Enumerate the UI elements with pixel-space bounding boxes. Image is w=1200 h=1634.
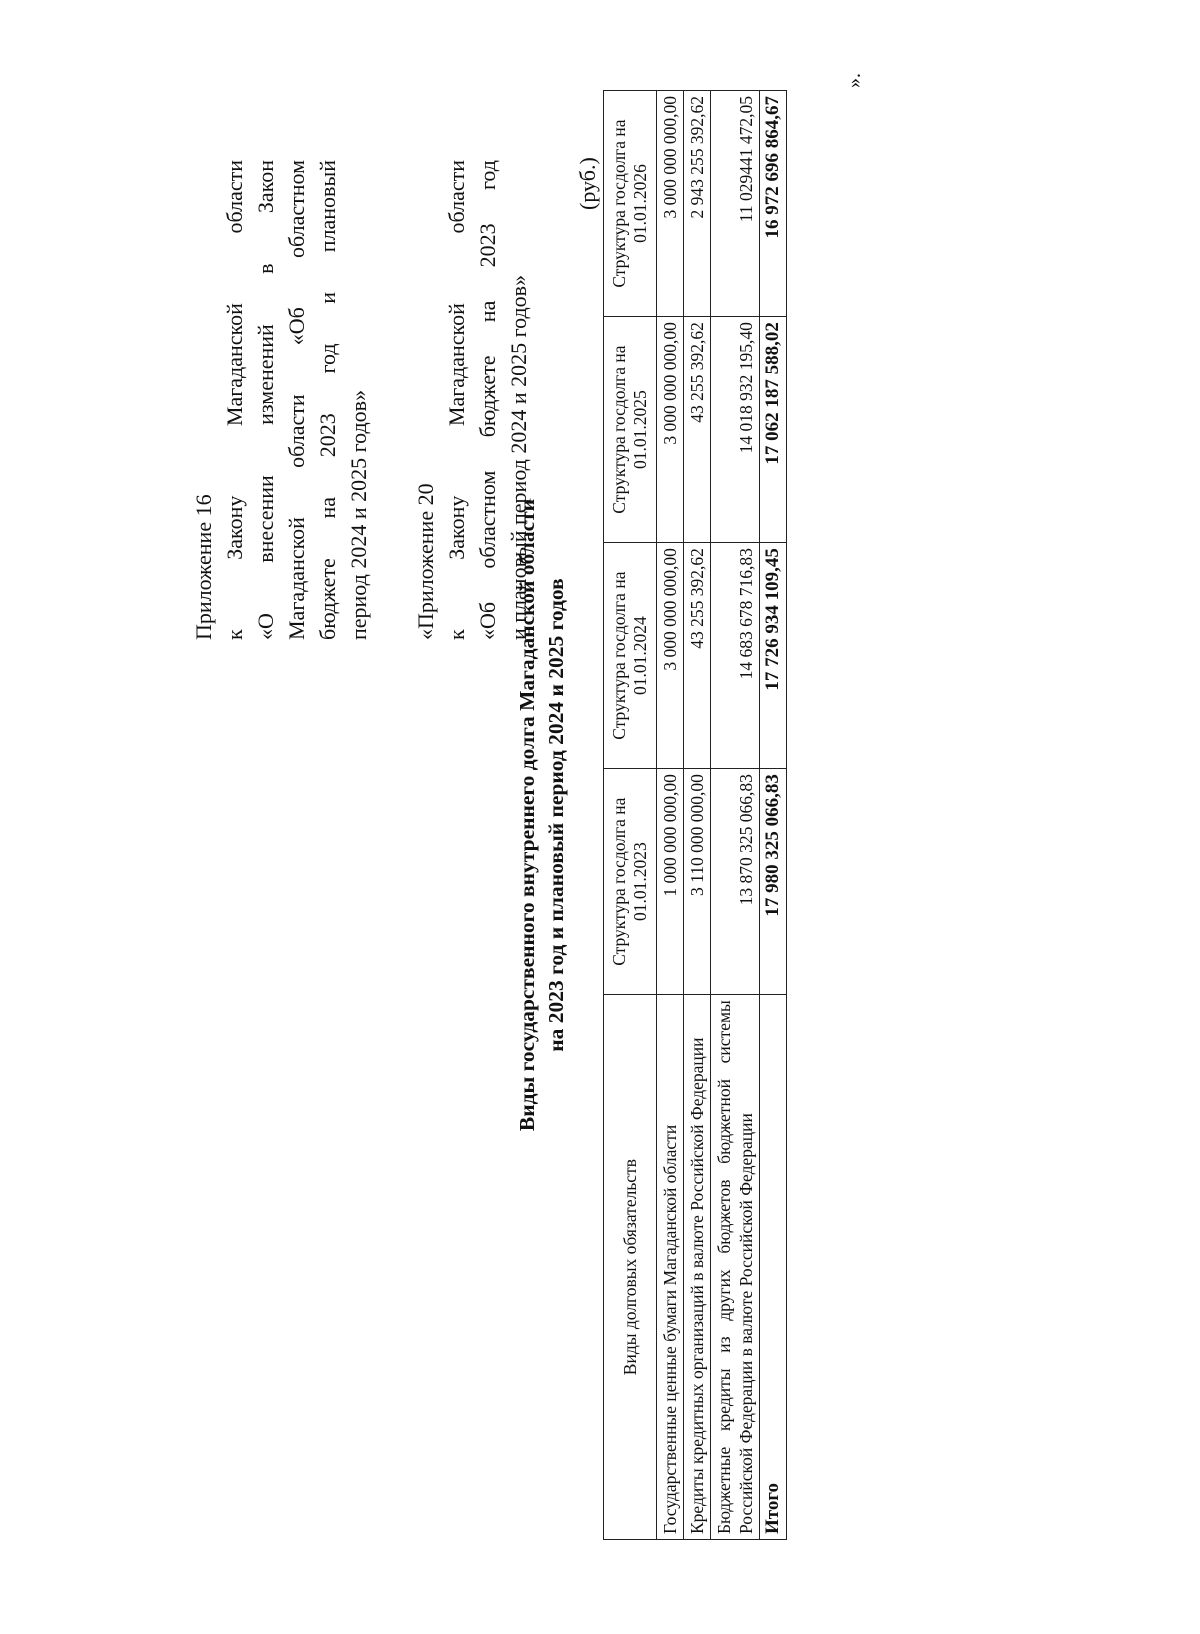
total-label: Итого xyxy=(760,995,787,1540)
value-cell: 13 870 325 066,83 xyxy=(711,769,760,995)
value-cell: 3 110 000 000,00 xyxy=(684,769,711,995)
total-row xyxy=(760,91,787,1540)
value-cell: 1 000 000 000,00 xyxy=(657,769,684,995)
table-row xyxy=(711,91,760,1540)
total-value-cell: 16 972 696 864,67 xyxy=(760,91,787,317)
column-header: Виды долговых обязательств xyxy=(604,995,657,1540)
appendix-16-line: «О внесении изменений в Закон xyxy=(253,160,278,640)
table-row xyxy=(657,91,684,1540)
unit-label: (руб.) xyxy=(575,157,600,210)
debt-type-cell: Кредиты кредитных организаций в валюте Российской Федерации xyxy=(684,995,711,1540)
value-cell: 3 000 000 000,00 xyxy=(657,91,684,317)
column-header: Структура госдолга на 01.01.2023 xyxy=(604,769,657,995)
total-value-cell: 17 726 934 109,45 xyxy=(760,543,787,769)
value-cell: 11 029441 472,05 xyxy=(711,91,760,317)
document-title-line-2: на 2023 год и плановый период 2024 и 2025 годов xyxy=(544,578,568,1052)
appendix-16-line: к Закону Магаданской области xyxy=(222,160,247,640)
value-cell: 2 943 255 392,62 xyxy=(684,91,711,317)
value-cell: 3 000 000 000,00 xyxy=(657,317,684,543)
document-page xyxy=(150,73,910,1540)
appendix-16-line: период 2024 и 2025 годов» xyxy=(346,389,371,640)
column-header: Структура госдолга на 01.01.2026 xyxy=(604,91,657,317)
appendix-20-title: «Приложение 20 xyxy=(413,483,438,640)
value-cell: 14 018 932 195,40 xyxy=(711,317,760,543)
appendix-16-header xyxy=(188,160,374,640)
appendix-16-line: бюджете на 2023 год и плановый xyxy=(315,160,340,640)
value-cell: 43 255 392,62 xyxy=(684,543,711,769)
total-value-cell: 17 980 325 066,83 xyxy=(760,769,787,995)
value-cell: 14 683 678 716,83 xyxy=(711,543,760,769)
value-cell: 43 255 392,62 xyxy=(684,317,711,543)
document-title xyxy=(513,90,571,1540)
document-title-line-1: Виды государственного внутреннего долга Магаданской области xyxy=(515,498,539,1132)
column-header: Структура госдолга на 01.01.2025 xyxy=(604,317,657,543)
debt-type-cell: Государственные ценные бумаги Магаданской области xyxy=(657,995,684,1540)
appendix-20-line: к Закону Магаданской области xyxy=(444,160,469,640)
appendix-16-line: Магаданской области «Об областном xyxy=(284,160,309,640)
total-value-cell: 17 062 187 588,02 xyxy=(760,317,787,543)
appendix-20-line: и плановый период 2024 и 2025 годов» xyxy=(506,274,531,640)
value-cell: 3 000 000 000,00 xyxy=(657,543,684,769)
appendix-16-title: Приложение 16 xyxy=(191,494,216,640)
closing-quote: ». xyxy=(843,73,865,88)
table-header-row xyxy=(604,91,657,1540)
column-header: Структура госдолга на 01.01.2024 xyxy=(604,543,657,769)
appendix-20-line: «Об областном бюджете на 2023 год xyxy=(475,160,500,640)
debt-structure-table xyxy=(603,90,787,1540)
table-row xyxy=(684,91,711,1540)
debt-type-cell: Бюджетные кредиты из других бюджетов бюджетной системы Российской Федерации в валюте Российской Федерации xyxy=(711,995,760,1540)
